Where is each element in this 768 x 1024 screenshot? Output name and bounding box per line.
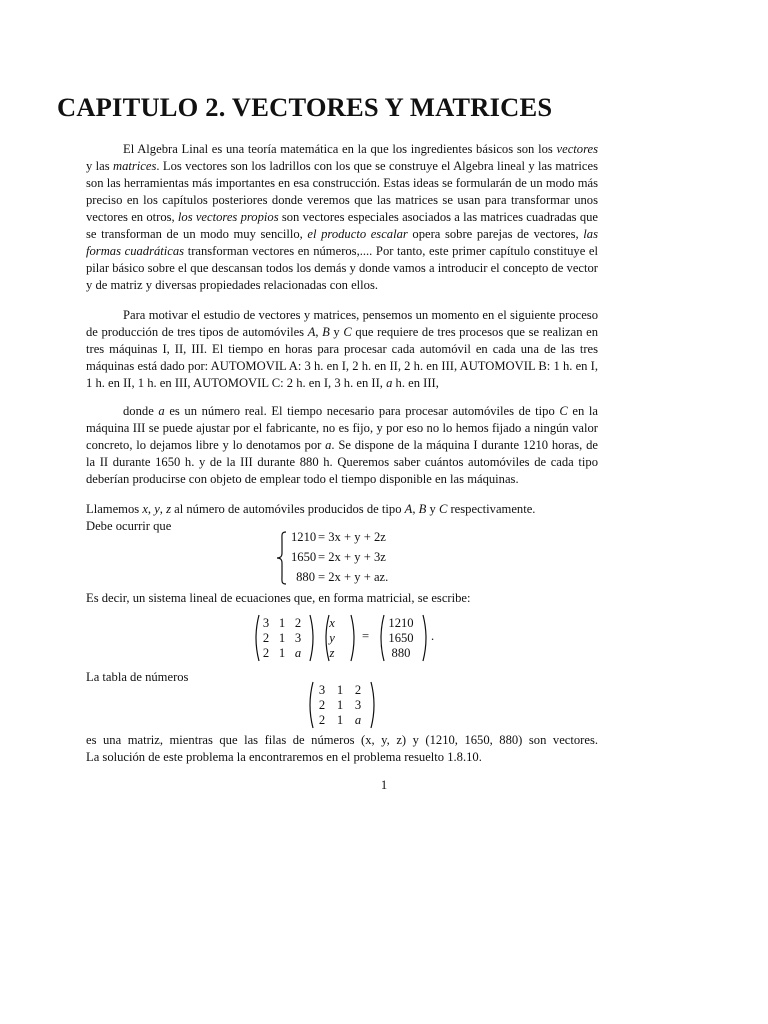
var-B: B [322,325,330,339]
var-C-2: C [559,404,568,418]
var-z: z [166,502,171,516]
intro-text-4: son vectores especiales asociados a las matrices cuadradas que se transforman de un modo muy sencillo, [86,210,599,241]
intro-term-vectores-propios: los vectores propios [177,210,279,224]
coef-cell-r2c3: 3 [294,631,302,645]
var-x: x [142,502,148,516]
system-rhs-1: = 3x + y + 2z [318,530,386,544]
motivation-text-3: h. en III, [392,376,439,390]
must-hold-text: Debe ocurrir que [86,519,172,533]
rhs-cell-r1c1: 1210 [388,616,414,630]
intro-text-5: opera sobre parejas de vectores, [407,227,584,241]
coef-cell-r1c3: 2 [294,616,302,630]
standalone-left-paren [306,681,314,729]
intro-term-formas-cuadraticas: las formas cuadráticas [86,227,598,258]
motivation-and: y [329,325,344,339]
standalone-cell-r2c1: 2 [318,698,326,712]
unknown-cell-r2c1: y [329,631,335,645]
standalone-cell-r2c3: 3 [354,698,362,712]
intro-term-matrices: matrices [113,159,157,173]
var-A: A [307,325,316,339]
parameter-text-4: . Se dispone de la máquina I durante 1210 horas, de la II durante 1650 h. y de la III durante 880 h. Queremos saber cuántos automóviles de cada tipo deberían producirse con objeto de emplear todo el tiempo disponible en las máquinas. [86,438,598,486]
comma-1: , [147,502,155,516]
system-rhs-3: = 2x + y + az. [318,570,389,584]
standalone-cell-r3c2: 1 [336,713,344,727]
coef-cell-r2c2: 1 [278,631,286,645]
comma-3: , [412,502,419,516]
var-C-3: C [438,502,448,516]
unknown-cell-r3c1: z [329,646,335,660]
rhs-right-paren [422,614,430,662]
coef-cell-r1c2: 1 [278,616,286,630]
standalone-matrix [306,681,386,731]
var-A-2: A [404,502,413,516]
system-lhs-2: 1650 [291,550,317,564]
var-B-2: B [418,502,427,516]
coef-cell-r3c1: 2 [262,646,270,660]
parameter-paragraph [86,403,598,488]
page-number: 1 [380,778,388,792]
unknowns-text-2: al número de automóviles producidos de tipo [171,502,405,516]
intro-term-producto-escalar: el producto escalar [307,227,408,241]
var-y: y [154,502,160,516]
standalone-cell-r1c1: 3 [318,683,326,697]
table-text: La tabla de números [86,670,189,684]
standalone-cell-r1c2: 1 [336,683,344,697]
motivation-paragraph [86,307,598,392]
unknown-cell-r1c1: x [329,616,335,630]
intro-text-6: transforman vectores en números,.... Por tanto, este primer capítulo constituye el pilar básico sobre el que descansan todos los demás y donde vamos a introducir el concepto de vector y de matriz y diversas propiedades relacionadas con ellos. [86,244,598,292]
coef-cell-r3c2: 1 [278,646,286,660]
intro-text-2: y las [86,159,114,173]
comma-2: , [159,502,167,516]
closing-line-2: La solución de este problema la encontraremos en el problema resuelto 1.8.10. [86,750,482,764]
motivation-comma: , [315,325,323,339]
var-a-2: a [158,404,165,418]
matrix-right-paren [309,614,317,662]
rhs-cell-r2c1: 1650 [388,631,414,645]
system-lhs-1: 1210 [291,530,317,544]
linear-system [276,529,396,589]
equation-period: . [431,629,435,643]
parameter-text-1: donde [123,404,159,418]
standalone-cell-r2c2: 1 [336,698,344,712]
var-a: a [386,376,393,390]
motivation-text-2: que requiere de tres procesos que se realizan en tres máquinas I, II, III. El tiempo en horas para procesar cada automóvil en cada una de las tres máquinas está dado por: AUTOMOVIL A: 3 h. en I, 2 h. en II, 2 h. en III, AUTOMOVIL B: 1 h. en I, 1 h. en II, 1 h. en III, AUTOMOVIL C: 2 h. en I, 3 h. en II, [86,325,599,390]
var-C: C [343,325,352,339]
closing-line-1: es una matriz, mientras que las filas de números (x, y, z) y (1210, 1650, 880) son vectores. [86,733,598,747]
standalone-right-paren [370,681,378,729]
parameter-text-2: es un número real. El tiempo necesario para procesar automóviles de tipo [164,404,560,418]
intro-text-1: El Algebra Linal es una teoría matemática en la que los ingredientes básicos son los [123,142,553,156]
unknowns-text-1: Llamemos [86,502,143,516]
coef-cell-r2c1: 2 [262,631,270,645]
closing-paragraph [86,732,598,766]
motivation-text-1: Para motivar el estudio de vectores y matrices, pensemos un momento en el siguiente proceso de producción de tres tipos de automóviles [86,308,598,339]
standalone-cell-r3c1: 2 [318,713,326,727]
chapter-title: CAPITULO 2. VECTORES Y MATRICES [57,92,553,122]
intro-paragraph [86,141,598,294]
rhs-cell-r3c1: 880 [391,646,411,660]
unknowns-right-paren [350,614,358,662]
intro-text-3: . Los vectores son los ladrillos con los que se construye el Algebra lineal y las matrices son las herramientas más importantes en esa construcción. Estas ideas se formularán de un modo más preciso en los capítulos posteriores donde veremos que las matrices se usan para transformar unos vectores en otros, [86,159,598,224]
parameter-text-3: en la máquina III se puede ajustar por el fabricante, no es fijo, y por eso no lo hemos fijado a ningún valor concreto, lo dejamos libre y lo denotamos por [86,404,598,452]
unknowns-text-3: respectivamente. [447,502,536,516]
system-brace [276,531,288,585]
system-rhs-2: = 2x + y + 3z [318,550,386,564]
equals-sign: = [362,629,370,643]
matricial-text: Es decir, un sistema lineal de ecuaciones que, en forma matricial, se escribe: [86,591,471,605]
standalone-cell-r1c3: 2 [354,683,362,697]
and-2: y [426,502,439,516]
standalone-cell-r3c3: a [354,713,362,727]
var-a-3: a [325,438,332,452]
matrix-equation [252,614,452,664]
system-lhs-3: 880 [296,570,315,584]
matricial-paragraph [86,590,598,607]
coef-cell-r1c1: 3 [262,616,270,630]
coef-cell-r3c3: a [294,646,302,660]
intro-term-vectores: vectores [556,142,599,156]
